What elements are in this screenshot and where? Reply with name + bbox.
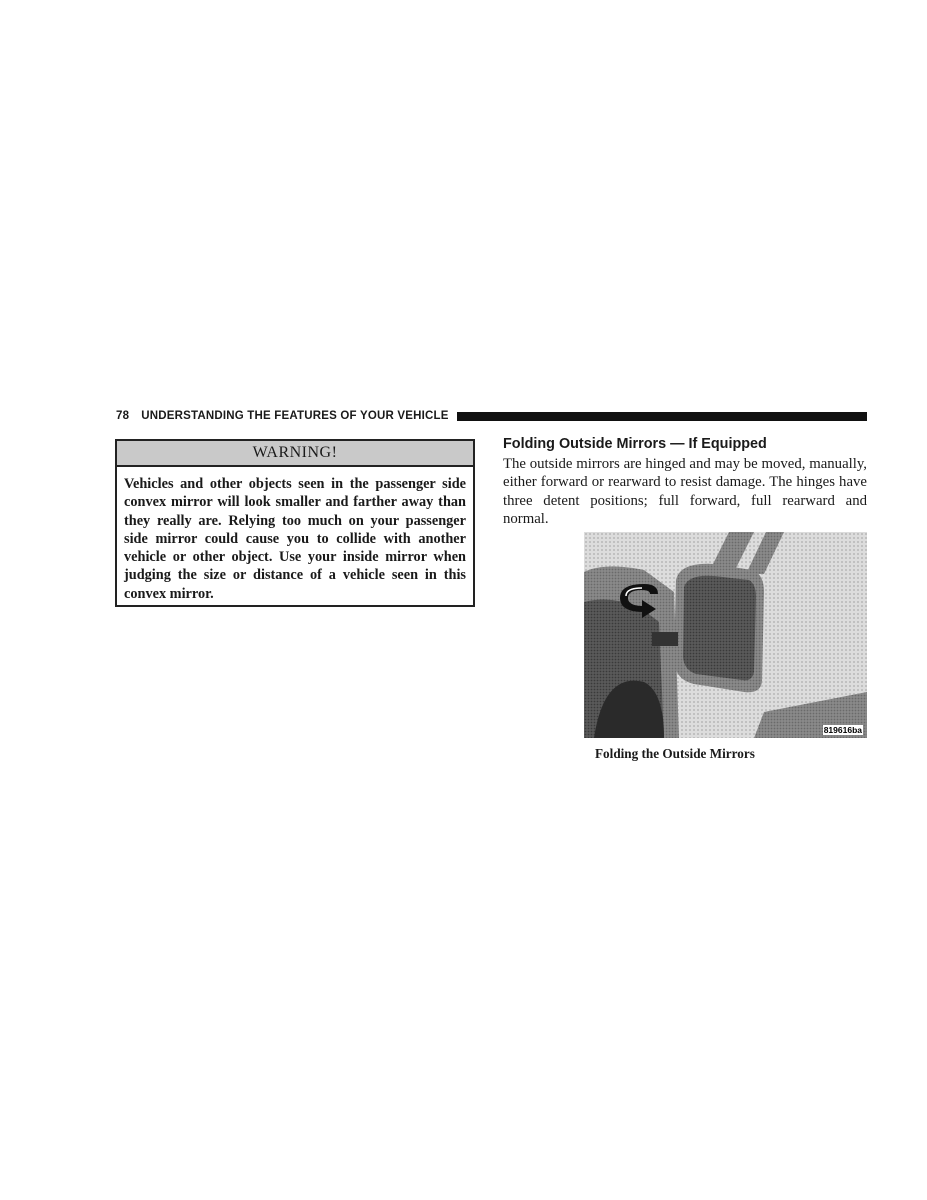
section-heading: Folding Outside Mirrors — If Equipped: [503, 436, 767, 452]
warning-title: WARNING!: [117, 441, 473, 467]
mirror-illustration-graphic: [584, 532, 867, 738]
header-rule: [457, 412, 867, 421]
warning-box: [115, 439, 475, 607]
page-number: 78: [116, 410, 130, 422]
section-title: UNDERSTANDING THE FEATURES OF YOUR VEHICLE: [141, 410, 449, 422]
section-body: The outside mirrors are hinged and may be moved, manually, either forward or rearward to resist damage. The hinges have three detent positions; full forward, full rearward and normal.: [503, 456, 867, 527]
warning-text: Vehicles and other objects seen in the passenger side convex mirror will look smaller and farther away than they really are. Relying too much on your passenger side mirror could cause you to collide with another vehicle or other object. Use your inside mirror when judging the size or distance of a vehicle seen in this convex mirror.: [124, 476, 466, 602]
figure-caption: Folding the Outside Mirrors: [595, 746, 755, 761]
running-header: [116, 408, 867, 424]
figure-code: 819616ba: [823, 725, 862, 735]
mirror-illustration: [584, 532, 867, 738]
